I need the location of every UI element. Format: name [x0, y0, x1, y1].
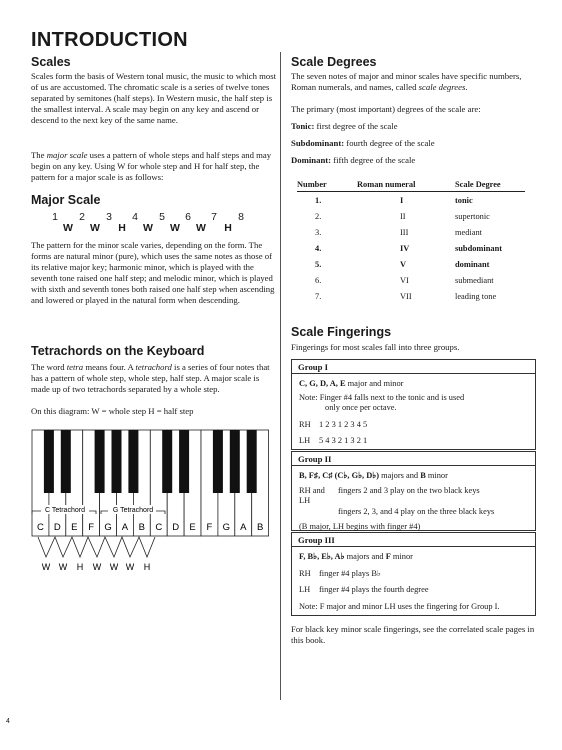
degree-name-cell: dominant [455, 259, 490, 269]
tetrachords-paragraph: The word tetra means four. A tetrachord is a series of four notes that has a pattern of whole step, whole step, half step. A major scale is made up of two tetrachords separated by a whole step. [31, 362, 270, 394]
primary-degrees-intro: The primary (most important) degrees of the scale are: [291, 104, 481, 114]
group-2-rhlh-line-2: fingers 2, 3, and 4 play on the three black keys [338, 506, 495, 516]
step-label: H [224, 222, 232, 234]
white-key-label: B [256, 522, 264, 533]
major-scale-heading: Major Scale [31, 193, 101, 207]
degree-number-cell: 4. [315, 243, 322, 253]
degree-number: 1 [52, 211, 58, 223]
dominant-definition: Dominant: fifth degree of the scale [291, 155, 416, 165]
group-3-body [292, 547, 535, 616]
scales-heading: Scales [31, 55, 71, 69]
diagram-step-label: W [58, 562, 68, 572]
white-key-label: D [172, 522, 180, 533]
roman-numeral-cell: III [400, 227, 409, 237]
column-header: Scale Degree [455, 177, 525, 192]
diagram-step-label: W [92, 562, 102, 572]
group-1-box [291, 359, 536, 450]
group-2-box [291, 451, 536, 531]
group-1-body [292, 374, 535, 451]
white-key-label: G [104, 522, 112, 533]
page-title: INTRODUCTION [31, 29, 188, 51]
diagram-step-label: W [109, 562, 119, 572]
scales-paragraph-1: Scales form the basis of Western tonal music, the music to which most of us are accustomed. The chromatic scale is a series of twelve tones separated by semitones (half steps). In Western music, the half step is the smallest interval. A scale may begin on any key and ascend or descend to the next key of the same name. [31, 71, 277, 125]
degree-name-cell: supertonic [455, 211, 490, 221]
degree-name-cell: leading tone [455, 291, 497, 301]
group-3-keys: F, B♭, E♭, A♭ majors and F minor [299, 552, 413, 561]
degree-number-cell: 6. [315, 275, 322, 285]
white-key-label: C [37, 522, 44, 533]
degree-number-cell: 3. [315, 227, 322, 237]
black-key [95, 430, 105, 493]
fingerings-outro: For black key minor scale fingerings, see the correlated scale pages in this book. [291, 624, 535, 645]
degree-number-cell: 1. [315, 195, 322, 205]
table-header-row [297, 177, 525, 192]
group-3-rh: RH finger #4 plays B♭ [299, 568, 381, 578]
black-key [247, 430, 257, 493]
black-key [213, 430, 223, 493]
degree-name-cell: subdominant [455, 243, 503, 253]
degree-number-cell: 7. [315, 291, 322, 301]
fingerings-intro: Fingerings for most scales fall into three groups. [291, 342, 460, 352]
step-label: W [196, 222, 206, 234]
g-tetrachord-label: G Tetrachord [112, 507, 154, 514]
group-1-title: Group I [292, 360, 535, 374]
white-key-label: G [222, 522, 231, 533]
table-row [297, 192, 525, 209]
degree-name-cell: submediant [455, 275, 494, 285]
black-key [112, 430, 122, 493]
tonic-definition: Tonic: first degree of the scale [291, 121, 398, 131]
white-key-label: A [121, 522, 129, 533]
major-scale-steps [0, 222, 280, 236]
keyboard-diagram [30, 425, 270, 585]
group-3-box [291, 532, 536, 616]
group-3-note: Note: F major and minor LH uses the fingering for Group I. [299, 601, 500, 611]
table-row [297, 272, 525, 288]
white-key-label: E [71, 522, 78, 533]
roman-numeral-cell: VII [400, 291, 412, 301]
diagram-step-label: H [143, 562, 151, 572]
black-key [44, 430, 54, 493]
diagram-step-label: H [76, 562, 84, 572]
scale-degree-table [297, 177, 525, 304]
step-label: W [90, 222, 100, 234]
minor-scale-paragraph: The pattern for the minor scale varies, depending on the form. The forms are natural minor (pure), which uses the same notes as those of its relative major key; harmonic minor, which is played with the seventh tone raised one half step; and melodic minor, which is played with sixth and seventh tones both raised one half step when ascending and lowered or played in the natural form when descending. [31, 240, 275, 305]
degree-number-cell: 5. [315, 259, 322, 269]
group-2-note: (B major, LH begins with finger #4) [299, 522, 421, 531]
group-1-note: Note: Finger #4 falls next to the tonic and is used [299, 392, 465, 402]
table-row [297, 240, 525, 256]
black-key [230, 430, 240, 493]
group-1-note-cont: only once per octave. [325, 403, 397, 412]
table-row [297, 208, 525, 224]
roman-numeral-cell: VI [400, 275, 409, 285]
scale-degrees-heading: Scale Degrees [291, 55, 377, 69]
page-number: 4 [6, 718, 10, 725]
degree-number: 3 [106, 211, 112, 223]
degree-number: 2 [79, 211, 85, 223]
group-3-lh: LH finger #4 plays the fourth degree [299, 585, 429, 594]
step-label: W [63, 222, 73, 234]
black-key [128, 430, 138, 493]
degree-name-cell: tonic [455, 195, 473, 205]
group-2-keys: B, F♯, C♯ (C♭, G♭, D♭) majors and B minor [299, 471, 448, 480]
roman-numeral-cell: II [400, 211, 406, 221]
white-key-label: D [53, 522, 61, 533]
group-2-body [292, 466, 535, 537]
black-key [162, 430, 172, 493]
white-key-label: F [88, 522, 95, 533]
step-label: H [118, 222, 126, 234]
white-key-label: B [138, 522, 146, 533]
diagram-legend: On this diagram: W = whole step H = half step [31, 406, 194, 416]
degree-number: 8 [238, 211, 244, 223]
column-divider [280, 52, 281, 700]
roman-numeral-cell: V [400, 259, 407, 269]
group-3-title: Group III [292, 533, 535, 547]
diagram-step-label: W [125, 562, 135, 572]
c-tetrachord-label: C Tetrachord [45, 507, 85, 514]
column-header: Roman numeral [357, 177, 455, 192]
roman-numeral-cell: I [400, 195, 404, 205]
scale-degrees-paragraph: The seven notes of major and minor scales have specific numbers, Roman numerals, and names, called scale degrees. [291, 71, 522, 92]
subdominant-definition: Subdominant: fourth degree of the scale [291, 138, 435, 148]
black-key [61, 430, 71, 493]
group-2-rhlh-line-1: RH and LH fingers 2 and 3 play on the two black keys [299, 485, 480, 505]
scale-fingerings-heading: Scale Fingerings [291, 325, 392, 339]
table-row [297, 256, 525, 272]
step-zigzag [38, 537, 155, 557]
white-key-label: A [240, 522, 247, 533]
group-1-lh: LH 5 4 3 2 1 3 2 1 [299, 436, 368, 445]
white-key-label: F [206, 522, 213, 533]
group-1-keys: C, G, D, A, E major and minor [299, 379, 404, 388]
degree-name-cell: mediant [455, 227, 482, 237]
scales-paragraph-2: The major scale uses a pattern of whole steps and half steps and may begin on any key. Using W for whole step and H for half step, the pattern for a major scale is as follows: [31, 150, 272, 182]
table-row [297, 288, 525, 304]
diagram-step-labels [42, 562, 151, 572]
step-label: W [170, 222, 180, 234]
column-header: Number [297, 177, 357, 192]
degree-number-cell: 2. [315, 211, 322, 221]
group-2-title: Group II [292, 452, 535, 466]
black-key [179, 430, 189, 493]
roman-numeral-cell: IV [400, 243, 410, 253]
table-row [297, 224, 525, 240]
diagram-step-label: W [41, 562, 51, 572]
degree-number: 6 [185, 211, 191, 223]
white-key-label: E [189, 522, 196, 533]
degree-number: 5 [159, 211, 165, 223]
group-1-rh: RH 1 2 3 1 2 3 4 5 [299, 419, 368, 429]
tetrachords-heading: Tetrachords on the Keyboard [31, 344, 205, 358]
step-label: W [143, 222, 153, 234]
white-key-label: C [155, 522, 163, 533]
degree-number: 4 [132, 211, 138, 223]
degree-number: 7 [211, 211, 217, 223]
